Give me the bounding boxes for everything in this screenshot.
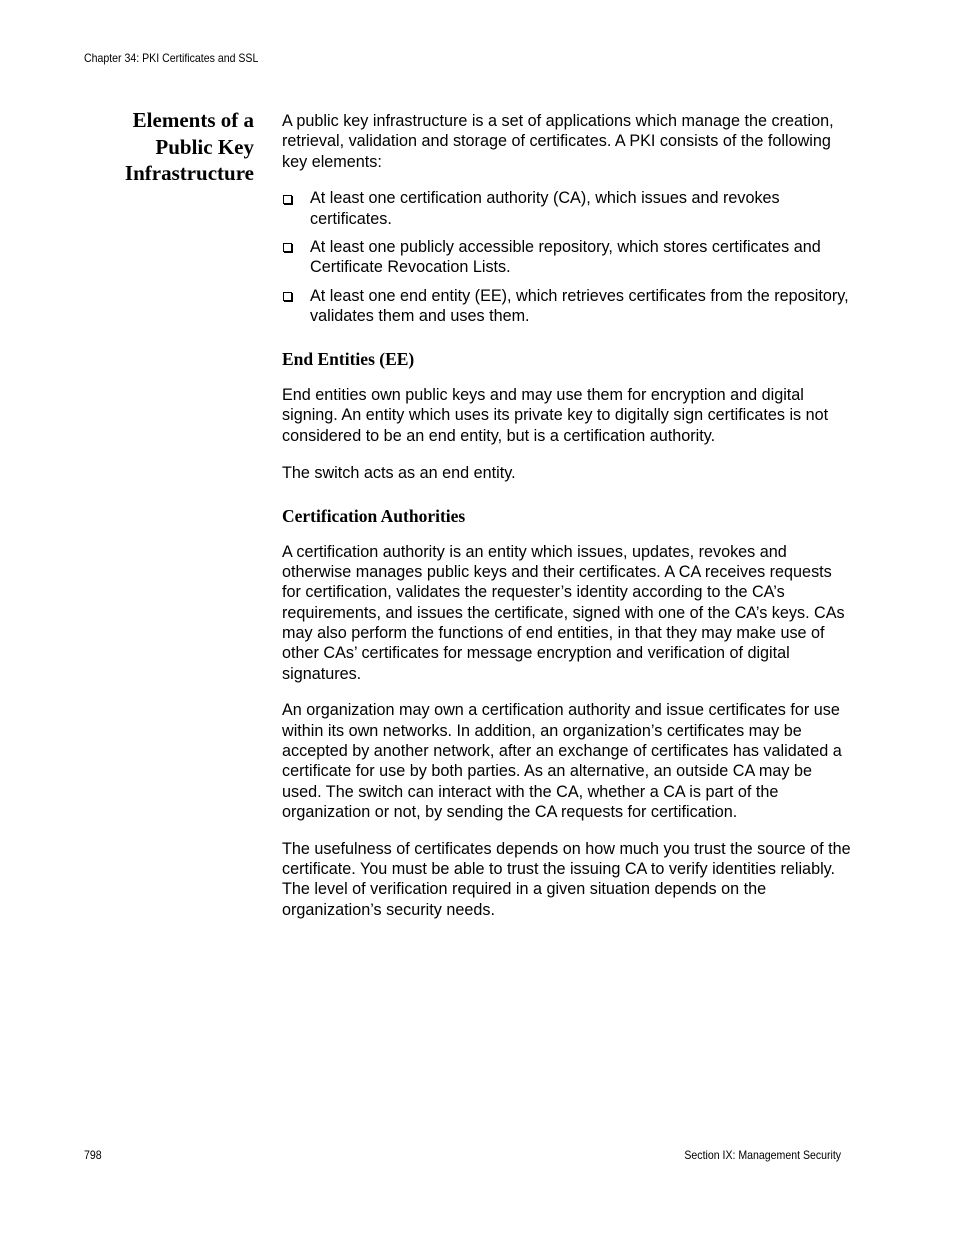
- body-paragraph: End entities own public keys and may use them for encryption and digital signing. An entity which uses its private key to digitally sign certificates is not considered to be an end entity, but is a certification authority.: [282, 386, 829, 445]
- intro-paragraph: A public key infrastructure is a set of applications which manage the creation, retrieval, validation and storage of certificates. A PKI consists of the following key elements:: [282, 112, 834, 171]
- section-title-line: Public Key: [155, 134, 254, 159]
- main-content: [282, 111, 854, 936]
- section-title-line: Infrastructure: [124, 161, 254, 185]
- checkbox-bullet-icon: [283, 292, 292, 301]
- checkbox-bullet-icon: [283, 195, 292, 204]
- list-item-text: At least one publicly accessible repository, which stores certificates and Certificate Revocation Lists.: [310, 237, 821, 277]
- section-title: [90, 107, 254, 187]
- end-entities-heading: End Entities (EE): [282, 349, 415, 370]
- list-item: [282, 237, 854, 278]
- list-item-text: At least one certification authority (CA), which issues and revokes certificates.: [310, 189, 780, 228]
- body-paragraph: The switch acts as an end entity.: [282, 463, 516, 482]
- checkbox-bullet-icon: [283, 243, 292, 252]
- page-number: 798: [84, 1148, 102, 1162]
- section-title-line: Elements of a: [132, 108, 254, 132]
- body-paragraph: The usefulness of certificates depends on how much you trust the source of the certificate. You must be able to trust the issuing CA to verify identities reliably. The level of verification required in a given situation depends on the organization’s security needs.: [282, 839, 851, 919]
- list-item: [282, 286, 854, 327]
- running-header: Chapter 34: PKI Certificates and SSL: [84, 51, 259, 65]
- list-item-text: At least one end entity (EE), which retrieves certificates from the repository, validates them and uses them.: [310, 286, 849, 325]
- body-paragraph: An organization may own a certification authority and issue certificates for use within its own networks. In addition, an organization’s certificates may be accepted by another network, after an exchange of certificates has validated a certificate for use by both parties. As an alternative, an outside CA may be used. The switch can interact with the CA, whether a CA is part of the organization or not, by sending the CA requests for certification.: [282, 701, 842, 821]
- footer-section-name: Section IX: Management Security: [684, 1148, 841, 1162]
- key-elements-list: [282, 188, 854, 326]
- certification-authorities-heading: Certification Authorities: [282, 505, 466, 526]
- body-paragraph: A certification authority is an entity which issues, updates, revokes and otherwise manages public keys and their certificates. A CA receives requests for certification, validates the requester’s identity according to the CA’s requirements, and issues the certificate, signed with one of the CA’s keys. CAs may also perform the functions of end entities, in that they may make use of other CAs’ certificates for message encryption and verification of digital signatures.: [282, 542, 845, 683]
- list-item: [282, 188, 854, 229]
